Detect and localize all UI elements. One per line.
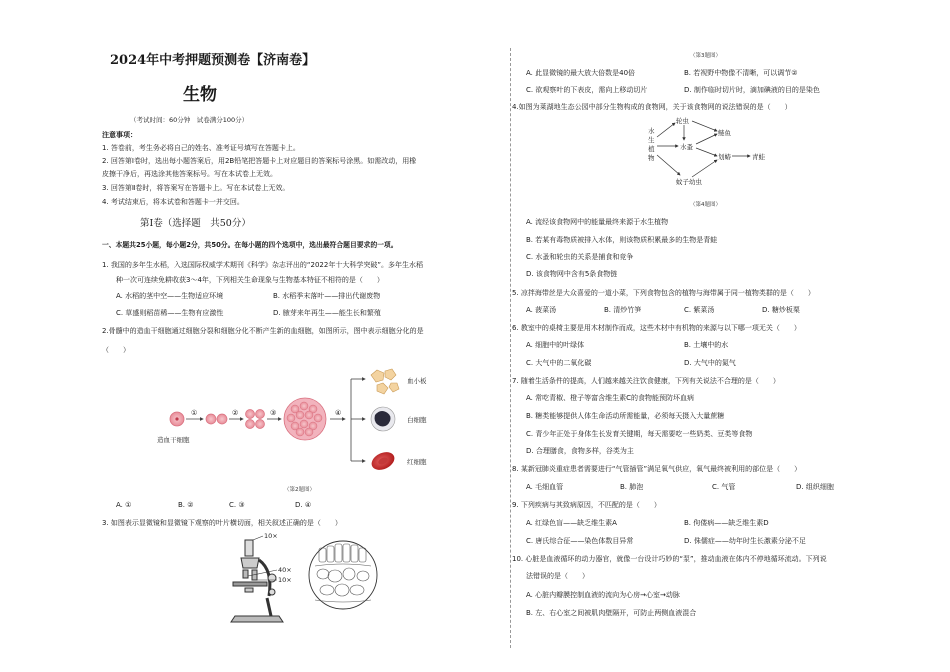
objective-40x-label: 40× xyxy=(278,566,292,574)
q1-option-a[interactable]: A. 水稻的茎中空——生物适应环境 xyxy=(116,292,224,300)
q2-option-c[interactable]: C. ③ xyxy=(229,501,245,509)
q2-option-d[interactable]: D. ④ xyxy=(295,501,312,509)
section-heading: 第Ⅰ卷（选择题 共50分） xyxy=(140,218,251,229)
note-item: 1. 答卷前，考生务必将自己的姓名、准考证号填写在答题卡上。 xyxy=(102,144,300,152)
q6-stem: 6. 教室中的桌椅主要是用木材制作而成，这些木材中有机物的来源与以下哪一项无关（ ） xyxy=(512,324,801,332)
q2-stem-cont: （ ） xyxy=(102,346,130,354)
platelet-icon xyxy=(371,369,399,394)
q1-option-d[interactable]: D. 腋芽来年再生——能生长和繁殖 xyxy=(273,309,381,317)
note-item: 皮擦干净后，再选涂其他答案标号。写在本试卷上无效。 xyxy=(102,170,277,178)
exam-info: （考试时间：60分钟 试卷满分100分） xyxy=(130,116,249,124)
q10-stem-cont: 法错误的是（ ） xyxy=(526,572,589,580)
q4-food-web-figure xyxy=(640,113,780,195)
producer-label-4: 物 xyxy=(648,154,655,162)
subject-title: 生物 xyxy=(183,85,217,105)
q8-option-b[interactable]: B. 肺泡 xyxy=(620,483,644,491)
step-mark-4: ④ xyxy=(335,409,342,417)
q2-stem: 2.骨髓中的造血干细胞通过细胞分裂和细胞分化不断产生新的血细胞，如图所示，图中表示细胞分化的是 xyxy=(102,327,424,335)
leaf-section-icon xyxy=(309,541,377,609)
q9-stem: 9. 下列疾病与其致病原因，不匹配的是（ ） xyxy=(512,501,661,509)
note-item: 4. 考试结束后，将本试卷和答题卡一并交回。 xyxy=(102,198,244,206)
note-item: 3. 回答第Ⅱ卷时，将答案写在答题卡上。写在本试卷上无效。 xyxy=(102,184,290,192)
q4-option-a[interactable]: A. 流经该食物网中的能量最终来源于水生植物 xyxy=(526,218,669,226)
frog-label: 青蛙 xyxy=(752,153,765,161)
q2-option-a[interactable]: A. ① xyxy=(116,501,132,509)
eyepiece-label: 10× xyxy=(264,532,278,540)
white-blood-cell-icon xyxy=(371,407,395,431)
section-instruction: 一、本题共25小题，每小题2分，共50分。在每小题的四个选项中，选出最符合题目要求的一项。 xyxy=(102,241,398,249)
wbc-label: 白细胞 xyxy=(407,416,427,424)
q3-microscope-figure xyxy=(215,530,385,630)
q9-option-b[interactable]: B. 佝偻病——缺乏维生素D xyxy=(684,519,769,527)
q5-option-c[interactable]: C. 紫菜汤 xyxy=(684,306,715,314)
water-boatman-label: 划蝽 xyxy=(718,153,731,161)
q8-stem: 8. 某新冠肺炎重症患者需要进行“气管插管”满足氧气供应，氧气最终被利用的部位是（ ） xyxy=(512,465,802,473)
producer-label-2: 生 xyxy=(648,136,655,144)
mosquito-larva-label: 蚊子幼虫 xyxy=(676,178,702,186)
cell-cluster-icon xyxy=(284,398,326,440)
note-item: 2. 回答第Ⅰ卷时，选出每小题答案后，用2B铅笔把答题卡上对应题目的答案标号涂黑。如需改动，用橡 xyxy=(102,157,417,165)
producer-label-3: 植 xyxy=(648,145,655,153)
q5-option-d[interactable]: D. 糖炒板栗 xyxy=(762,306,800,314)
fish-label: 鲢鱼 xyxy=(718,129,731,137)
rotifer-label: 轮虫 xyxy=(676,117,689,125)
q4-caption: （第4题图） xyxy=(690,202,721,208)
q1-stem-cont: 种一次可连续免耕收获3～4年，下列相关生命现象与生物基本特征不相符的是（ ） xyxy=(116,276,384,284)
q1-option-c[interactable]: C. 草盛则稻苗稀——生物有应激性 xyxy=(116,309,224,317)
stem-cell-label: 造血干细胞 xyxy=(157,436,190,444)
q3-stem: 3. 如图表示显微镜和显微镜下观察的叶片横切面，相关叙述正确的是（ ） xyxy=(102,519,342,527)
q1-option-b[interactable]: B. 水稻季末落叶——排出代谢废物 xyxy=(273,292,381,300)
q6-option-b[interactable]: B. 土壤中的水 xyxy=(684,341,729,349)
step-mark-1: ① xyxy=(191,409,198,417)
q8-option-a[interactable]: A. 毛细血管 xyxy=(526,483,564,491)
q10-stem: 10. 心脏是血液循环的动力器官，就像一台设计巧妙的“泵”，推动血液在体内不停地循环流动。下列说 xyxy=(512,555,827,563)
platelet-label: 血小板 xyxy=(407,377,427,385)
rbc-label: 红细胞 xyxy=(407,458,427,466)
q3-option-b[interactable]: B. 若视野中物像不清晰，可以调节② xyxy=(684,69,798,77)
q4-option-b[interactable]: B. 若某有毒物质被排入水体，则该物质积累最多的生物是青蛙 xyxy=(526,236,718,244)
q6-option-d[interactable]: D. 大气中的氮气 xyxy=(684,359,736,367)
water-flea-label: 水蚤 xyxy=(680,143,693,151)
q10-option-a[interactable]: A. 心脏内瓣膜控制血液的流向为心房→心室→动脉 xyxy=(526,591,680,599)
q2-caption: （第2题图） xyxy=(284,487,315,493)
q4-option-c[interactable]: C. 水蚤和轮虫的关系是捕食和竞争 xyxy=(526,253,634,261)
q4-option-d[interactable]: D. 该食物网中含有5条食物链 xyxy=(526,270,618,278)
q7-option-c[interactable]: C. 青少年正处于身体生长发育关键期，每天需要吃一些奶类、豆类等食物 xyxy=(526,430,753,438)
q7-option-a[interactable]: A. 常吃青椒、橙子等富含维生素C的食物能预防坏血病 xyxy=(526,394,695,402)
q5-option-a[interactable]: A. 菠菜汤 xyxy=(526,306,557,314)
step-mark-3: ③ xyxy=(270,409,277,417)
q9-option-d[interactable]: D. 侏儒症——幼年时生长激素分泌不足 xyxy=(684,537,806,545)
q3-caption: （第3题图） xyxy=(690,53,721,59)
q8-option-d[interactable]: D. 组织细胞 xyxy=(796,483,834,491)
q7-option-d[interactable]: D. 合理膳食，食物多样，谷类为主 xyxy=(526,447,634,455)
q5-stem: 5. 凉拌海带丝是大众喜爱的一道小菜，下列食物包含的植物与海带属于同一植物类群的是（ ） xyxy=(512,289,815,297)
notes-heading: 注意事项： xyxy=(102,131,137,139)
step-mark-2: ② xyxy=(232,409,239,417)
producer-label-1: 水 xyxy=(648,127,655,135)
q3-option-d[interactable]: D. 制作临时切片时，滴加碘液的目的是染色 xyxy=(684,86,820,94)
q3-option-a[interactable]: A. 此显微镜的最大放大倍数是40倍 xyxy=(526,69,636,77)
q5-option-b[interactable]: B. 清炒竹笋 xyxy=(604,306,642,314)
red-blood-cell-icon xyxy=(369,449,398,474)
q9-option-a[interactable]: A. 红绿色盲——缺乏维生素A xyxy=(526,519,617,527)
q6-option-a[interactable]: A. 细胞中的叶绿体 xyxy=(526,341,585,349)
q2-blood-cell-figure xyxy=(155,365,455,485)
exam-title: 2024年中考押题预测卷【济南卷】 xyxy=(110,53,316,68)
objective-10x-label: 10× xyxy=(278,576,292,584)
q7-option-b[interactable]: B. 糖类能够提供人体生命活动所需能量，必须每天摄入大量蔗糖 xyxy=(526,412,725,420)
q6-option-c[interactable]: C. 大气中的二氧化碳 xyxy=(526,359,592,367)
q3-option-c[interactable]: C. 欲观察叶的下表皮，需向上移动切片 xyxy=(526,86,648,94)
q7-stem: 7. 随着生活条件的提高，人们越来越关注饮食健康，下列有关说法不合理的是（ ） xyxy=(512,377,780,385)
q9-option-c[interactable]: C. 唐氏综合征——染色体数目异常 xyxy=(526,537,634,545)
q10-option-b[interactable]: B. 左、右心室之间被肌肉壁隔开，可防止两侧血液混合 xyxy=(526,609,697,617)
q8-option-c[interactable]: C. 气管 xyxy=(712,483,736,491)
q4-stem: 4.如图为莱湖地生态公园中部分生物构成的食物网，关于该食物网的说法错误的是（ ） xyxy=(512,103,792,111)
q1-stem: 1. 我国的多年生水稻，入选国际权威学术期刊《科学》杂志评出的“2022年十大科学突破”。多年生水稻 xyxy=(102,261,423,269)
q2-option-b[interactable]: B. ② xyxy=(178,501,194,509)
column-divider xyxy=(510,48,511,648)
microscope-icon xyxy=(231,540,283,622)
